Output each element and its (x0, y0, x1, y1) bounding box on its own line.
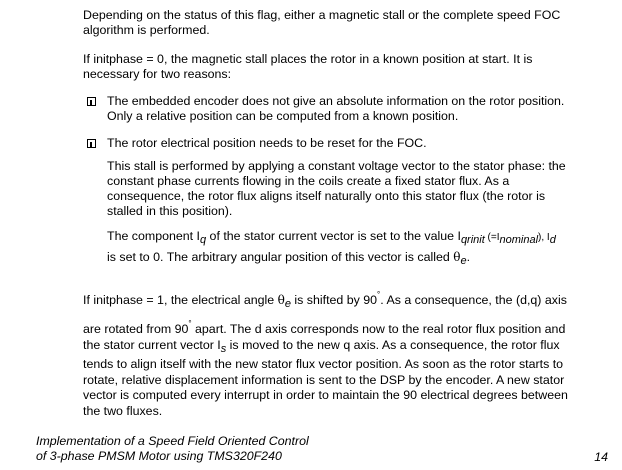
text-line: This stall is performed by applying a constant voltage vector to the stator phase: the (107, 159, 566, 173)
text-line: Only a relative position can be computed from a known position. (107, 109, 459, 123)
text-run: of the stator current vector is set to the value I (206, 229, 461, 243)
footer-line: of 3-phase PMSM Motor using TMS320F240 (36, 449, 282, 463)
paragraph-component (107, 228, 556, 270)
text-run: The component I (107, 229, 200, 243)
text-line: rotate, relative displacement information is sent to the DSP by the encoder. A new stator (83, 372, 565, 387)
text-line: constant phase currents flowing in the coils create a fixed stator flux. As a (107, 174, 510, 188)
text-run: the stator current vector I (83, 337, 221, 352)
page-number: 14 (594, 450, 608, 464)
text-line: tends to align itself with the new stator flux vector position. As soon as the rotor starts to (83, 357, 564, 371)
text-run: If initphase = 1, the electrical angle (83, 293, 278, 307)
text-run: (=I (484, 232, 500, 243)
text-line: necessary for two reasons: (83, 67, 232, 81)
subscript: e (284, 298, 291, 310)
footer-line: Implementation of a Speed Field Oriented Control (36, 434, 309, 448)
subscript: qrinit (460, 234, 485, 246)
subscript: q (199, 234, 207, 246)
footer-title (36, 434, 309, 464)
text-run: apart. The d axis corresponds now to the real rotor flux position and (191, 322, 566, 336)
text-run: . As a consequence, the (d,q) axis (380, 293, 567, 307)
text-line: consequence, the rotor flux aligns itself naturally onto this stator flux (the rotor is (107, 189, 546, 203)
text-run: is shifted by 90 (290, 293, 378, 307)
paragraph-initphase-1 (83, 287, 567, 312)
text-line: The rotor electrical position needs to be reset for the FOC. (107, 136, 427, 150)
text-line: algorithm is performed. (83, 23, 210, 37)
theta-symbol: θ (453, 250, 461, 264)
paragraph-flag-status (83, 8, 560, 38)
text-run: are rotated from 90 (83, 322, 189, 336)
text-line: The embedded encoder does not give an absolute information on the rotor position. (107, 94, 565, 108)
text-run: is moved to the new q axis. As a consequence, the rotor flux (226, 337, 560, 352)
paragraph-stall (107, 159, 566, 219)
paragraph-initphase-0 (83, 52, 532, 82)
text-run: is set to 0. The arbitrary angular position of this vector is called (107, 250, 454, 264)
degree-symbol: ° (188, 319, 192, 328)
text-run: . (466, 250, 471, 264)
text-line: Depending on the status of this flag, either a magnetic stall or the complete speed FOC (83, 8, 561, 22)
text-line: vector is computed every interrupt in order to maintain the 90 electrical degrees between (83, 388, 568, 402)
subscript: d (549, 234, 556, 246)
subscript: nominal (499, 234, 539, 246)
subscript: e (460, 255, 467, 267)
text-line: the two fluxes. (83, 403, 163, 418)
subscript: s (220, 342, 227, 355)
paragraph-rotation (83, 316, 568, 419)
checkbox-bullet-icon (87, 139, 96, 148)
bullet-item-encoder (107, 94, 564, 124)
text-line: If initphase = 0, the magnetic stall places the rotor in a known position at start. It is (83, 52, 533, 66)
text-run: ), I (538, 232, 550, 243)
checkbox-bullet-icon (87, 97, 96, 106)
degree-symbol: ° (377, 290, 381, 299)
bullet-item-reset (107, 136, 427, 151)
theta-symbol: θ (277, 293, 285, 307)
text-line: stalled in this position). (107, 204, 233, 218)
